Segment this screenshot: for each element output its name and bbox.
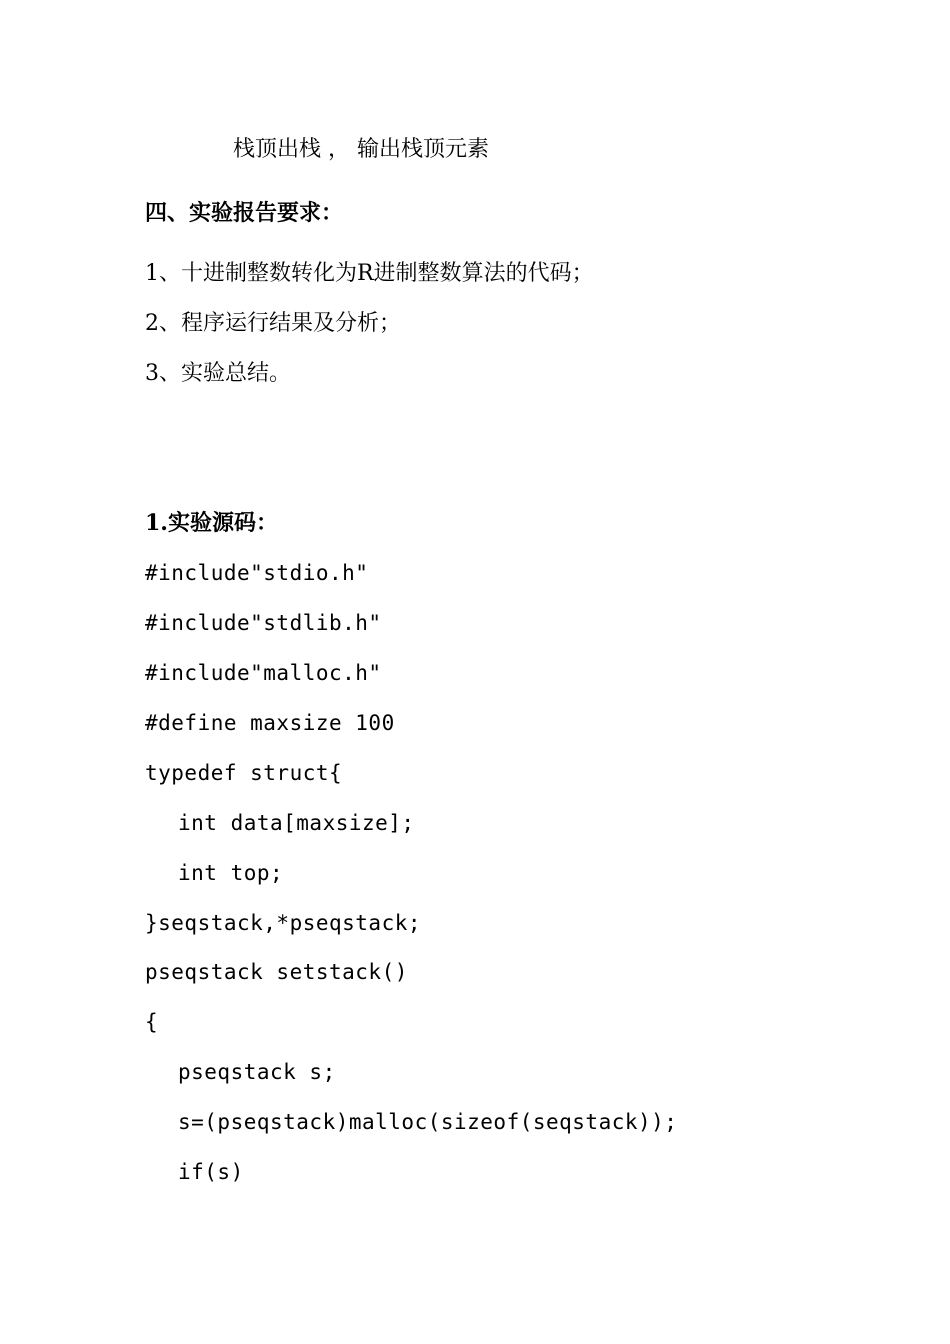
code-line-include-malloc: #include"malloc.h": [145, 661, 382, 685]
code-line-include-stdio: #include"stdio.h": [145, 561, 369, 585]
requirement-item-3: 3、实验总结。: [145, 361, 291, 386]
code-line-define-maxsize: #define maxsize 100: [145, 711, 395, 735]
code-line-if-s: if(s): [178, 1160, 244, 1184]
requirement-item-1: 1、十进制整数转化为R进制整数算法的代码；: [145, 261, 594, 286]
source-code-heading: 1.实验源码：: [145, 510, 278, 536]
requirement-item-2: 2、程序运行结果及分析；: [145, 311, 401, 336]
intro-line: 栈顶出栈 ， 输出栈顶元素: [233, 137, 489, 162]
section-four-heading: 四、实验报告要求：: [145, 200, 344, 226]
code-line-struct-close: }seqstack,*pseqstack;: [145, 911, 422, 935]
code-line-declare-s: pseqstack s;: [178, 1060, 336, 1084]
code-line-open-brace: {: [145, 1010, 159, 1034]
code-line-data-array: int data[maxsize];: [178, 811, 415, 835]
code-line-typedef: typedef struct{: [145, 761, 343, 785]
code-line-setstack-signature: pseqstack setstack(): [145, 960, 408, 984]
code-line-include-stdlib: #include"stdlib.h": [145, 611, 382, 635]
code-line-malloc: s=(pseqstack)malloc(sizeof(seqstack));: [178, 1110, 678, 1134]
code-line-top: int top;: [178, 861, 284, 885]
